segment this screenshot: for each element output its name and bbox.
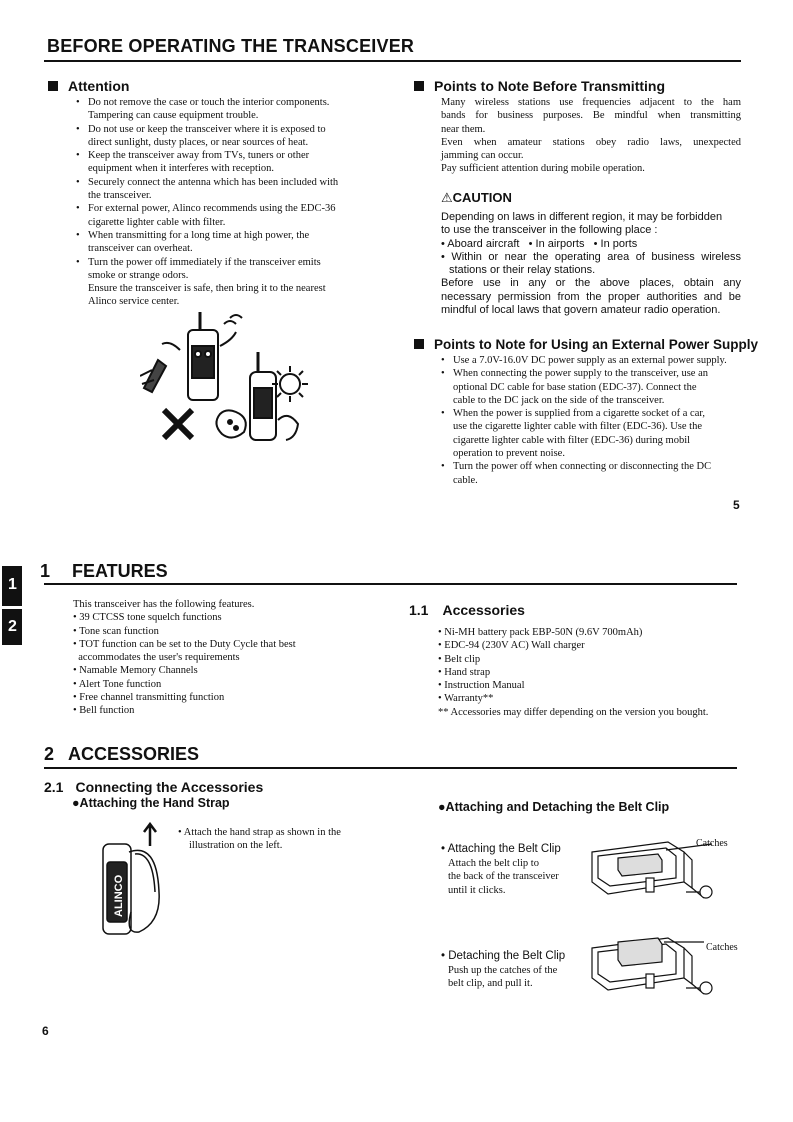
side-tab[interactable]: 2 xyxy=(2,609,22,645)
list-item: • Ni-MH battery pack EBP-50N (9.6V 700mAh) xyxy=(438,627,643,638)
connecting-heading: 2.1 Connecting the Accessories xyxy=(44,779,264,795)
brand-label: ALINCO xyxy=(113,874,125,917)
accessories-list-heading: 1.1 Accessories xyxy=(409,602,525,618)
list-item: • Belt clip xyxy=(438,653,481,665)
page-title: BEFORE OPERATING THE TRANSCEIVER xyxy=(47,36,415,56)
list-item: • Instruction Manual xyxy=(438,680,525,692)
list-item: • Do not use or keep the transceiver where it is exposed to direct sunlight, dusty places, or near sources of heat. xyxy=(76,123,386,150)
features-intro: This transceiver has the following features. xyxy=(73,599,255,610)
list-item: • Securely connect the antenna which has been included with the transceiver. xyxy=(76,176,386,203)
attention-heading: Attention xyxy=(48,78,129,94)
warning-triangle-icon: ⚠ xyxy=(441,190,453,205)
transmit-heading: Points to Note Before Transmitting xyxy=(414,78,665,94)
detach-belt-clip-text: Push up the catches of the belt clip, and pull it. xyxy=(448,965,558,990)
external-power-heading: Points to Note for Using an External Power Supply xyxy=(414,337,758,352)
list-item: accommodates the user's requirements xyxy=(73,652,240,664)
square-bullet-icon xyxy=(414,339,424,349)
features-rule xyxy=(44,583,737,585)
attention-list xyxy=(76,96,386,309)
caution-text: Depending on laws in different region, it may be forbidden to use the transceiver in the following place : • Aboard aircraft • In airports • In ports • Within or near the operating area of business wireless stations or their relay stations. Before use in any or the above places, obtain any necessary permission from the proper authorities and be mindful of local laws that govern amateur radio operation. xyxy=(441,211,741,317)
accessories-note: ** Accessories may differ depending on the version you bought. xyxy=(438,706,709,718)
list-item: • Namable Memory Channels xyxy=(73,665,198,677)
attach-belt-clip-text: Attach the belt clip to the back of the transceiver until it clicks. xyxy=(448,858,559,896)
list-item: • For external power, Alinco recommends using the EDC-36 cigarette lighter cable with filter. xyxy=(76,202,386,229)
transmit-text: Many wireless stations use frequencies adjacent to the ham bands for business purposes. Be mindful when transmitting near them. Even when amateur stations obey radio laws, unexpected jamming can occur. Pay sufficient attention during mobile operation. xyxy=(441,97,741,175)
features-list xyxy=(73,598,373,718)
title-rule xyxy=(44,60,741,62)
page-number: 5 xyxy=(733,498,740,512)
side-tab[interactable]: 1 xyxy=(2,566,22,606)
list-item: • 39 CTCSS tone squelch functions xyxy=(73,612,222,624)
accessories-list xyxy=(438,626,748,719)
list-item: • Warranty** xyxy=(438,693,494,705)
callout-label: Catches xyxy=(696,838,728,849)
list-item: • Bell function xyxy=(73,705,135,717)
caution-places: • Aboard aircraft • In airports • In ports xyxy=(441,237,638,250)
list-item: • When connecting the power supply to the transceiver, use an optional DC cable for base station (EDC-37). Connect the cable to the DC jack on the side of the transceiver. xyxy=(441,367,741,407)
square-bullet-icon xyxy=(48,81,58,91)
hand-strap-text: • Attach the hand strap as shown in the illustration on the left. xyxy=(178,827,341,852)
detach-belt-clip-illustration xyxy=(588,932,738,1002)
list-item: • Turn the power off immediately if the transceiver emits smoke or strange odors. Ensure the transceiver is safe, then bring it to the nearest Alinco service center. xyxy=(76,256,386,309)
square-bullet-icon xyxy=(414,81,424,91)
list-item: • When the power is supplied from a cigarette socket of a car, use the cigarette lighter cable with filter (EDC-36). Use the cigarette lighter cable with filter (EDC-36) during mobil operation to prevent noise. xyxy=(441,407,741,460)
belt-clip-heading: ●Attaching and Detaching the Belt Clip xyxy=(438,800,670,814)
list-item: • Alert Tone function xyxy=(73,678,162,690)
hand-strap-heading: ●Attaching the Hand Strap xyxy=(72,796,230,810)
list-item: • EDC-94 (230V AC) Wall charger xyxy=(438,640,585,652)
list-item: • Keep the transceiver away from TVs, tuners or other equipment when it interferes with reception. xyxy=(76,149,386,176)
list-item: • Free channel transmitting function xyxy=(73,692,225,704)
accessories-heading: 2 ACCESSORIES xyxy=(44,744,200,764)
warning-illustration xyxy=(140,310,330,460)
list-item: • Tone scan function xyxy=(73,625,159,637)
list-item: • Do not remove the case or touch the interior components. Tampering can cause equipment trouble. xyxy=(76,96,386,123)
list-item: • When transmitting for a long time at high power, the transceiver can overheat. xyxy=(76,229,386,256)
accessories-rule xyxy=(44,767,737,769)
list-item: • Use a 7.0V-16.0V DC power supply as an external power supply. xyxy=(441,354,741,367)
page-number: 6 xyxy=(42,1024,49,1038)
features-heading: 1 FEATURES xyxy=(40,561,168,581)
attach-belt-clip-title: • Attaching the Belt Clip xyxy=(441,843,561,855)
list-item: • Turn the power off when connecting or disconnecting the DC cable. xyxy=(441,460,741,487)
caution-heading: ⚠CAUTION xyxy=(441,190,512,205)
callout-label: Catches xyxy=(706,942,738,953)
external-power-list xyxy=(441,354,741,487)
attach-belt-clip-illustration xyxy=(588,838,738,906)
list-item: • Hand strap xyxy=(438,666,491,678)
detach-belt-clip-title: • Detaching the Belt Clip xyxy=(441,950,566,962)
hand-strap-illustration xyxy=(95,822,175,942)
list-item: • TOT function can be set to the Duty Cycle that best xyxy=(73,638,296,650)
